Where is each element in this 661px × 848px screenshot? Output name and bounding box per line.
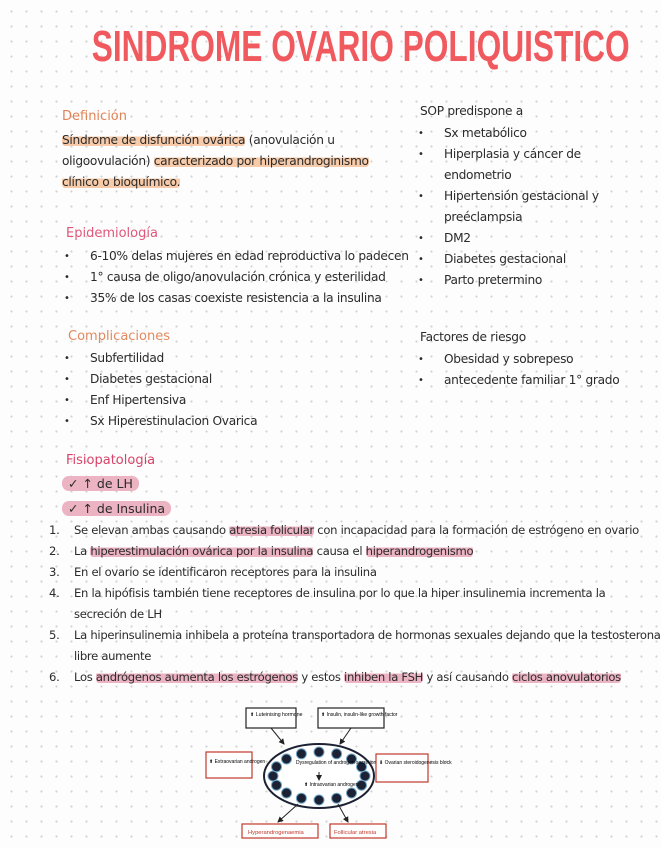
ovarian-block-label: ⬇ Ovarian steroidogenesis block: [379, 760, 452, 766]
list-item: [416, 144, 599, 186]
list-item: • antecedente familiar 1° grado: [416, 370, 619, 391]
definicion-text: [62, 130, 369, 193]
sop-heading: SOP predispone a: [420, 104, 523, 118]
follicle: [332, 793, 342, 803]
step-highlight: atresia folicular: [229, 523, 314, 537]
follicle: [272, 762, 282, 772]
step-text-cont: secreción de LH: [74, 607, 162, 621]
list-item: [416, 270, 599, 291]
list-item: • Sx Hiperestinulacion Ovarica: [62, 411, 257, 432]
step-number: 2.: [49, 544, 60, 558]
step-text-cont: libre aumente: [74, 649, 152, 663]
step-number: 4.: [49, 586, 60, 600]
extraovarian-label: ⬆ Extraovarian androgen: [209, 759, 266, 765]
hyperandrogenaemia-label: Hyperandrogenaemia: [248, 830, 304, 836]
list-item-text-cont: preéclampsia: [444, 210, 523, 224]
list-item: • 6-10% delas mujeres en edad reproductiva lo padecen: [62, 246, 409, 267]
figure-svg: [198, 704, 452, 844]
follicle: [332, 749, 342, 759]
step-text: Los: [74, 670, 96, 684]
list-item: • Enf Hipertensiva: [62, 390, 257, 411]
definicion-heading: Definición: [62, 109, 127, 124]
follicle: [282, 754, 292, 764]
step-number: 3.: [49, 565, 60, 579]
follicle: [347, 788, 357, 798]
step-number: 6.: [49, 670, 60, 684]
lh-label: ⬆ Luteinising hormone: [250, 712, 303, 718]
step-item: [49, 583, 639, 625]
step-text: En la hipófisis también tiene receptores de insulina por lo que la hiper insulinemia incrementa la: [74, 586, 606, 600]
list-item: [416, 228, 599, 249]
step-text: y estos: [297, 670, 345, 684]
step-highlight: inhiben la FSH: [344, 670, 424, 684]
arrow-insulin: [340, 728, 351, 744]
definicion-line-1b: (anovulación u: [245, 133, 335, 147]
step-text: con incapacidad para la formación de estrógeno en ovario: [313, 523, 639, 537]
list-item-text: Sx metabólico: [444, 126, 527, 140]
sop-list: [416, 123, 599, 291]
check-insulina-label: ✓ ↑ de Insulina: [62, 501, 171, 516]
step-text: La: [74, 544, 91, 558]
list-item-text: Parto pretermino: [444, 273, 543, 287]
list-item: • 35% de los casas coexiste resistencia a la insulina: [62, 288, 409, 309]
list-item: [416, 186, 599, 228]
definicion-line-1a: Síndrome de disfunción ovárica: [62, 133, 246, 147]
step-highlight: ciclos anovulatorios: [512, 670, 621, 684]
step-number: 1.: [49, 523, 60, 537]
follicle: [360, 771, 370, 781]
pathophysiology-figure: [198, 704, 452, 844]
definicion-line-2a: oligoovulación): [62, 154, 154, 168]
extraovarian-box: [206, 752, 252, 778]
step-text: En el ovario se identificaron receptores para la insulina: [74, 565, 377, 579]
follicle: [282, 788, 292, 798]
ovarian-block-box: [376, 754, 428, 782]
step-item: [49, 520, 639, 541]
step-highlight: hiperandrogenismo: [365, 544, 474, 558]
step-number: 5.: [49, 628, 60, 642]
step-text: La hiperinsulinemia inhibela a proteína transportadora de hormonas sexuales dejando que la testosterona: [74, 628, 661, 642]
lh-box: [246, 708, 296, 728]
factores-list: [416, 349, 619, 391]
factores-heading: Factores de riesgo: [420, 330, 526, 344]
page-title: SINDROME OVARIO POLIQUISTICO: [91, 22, 630, 71]
epidemiologia-list: [62, 246, 409, 309]
list-item-text: Hipertensión gestacional y: [444, 189, 599, 203]
fisiopatologia-steps: [49, 520, 661, 688]
complicaciones-list: [62, 348, 257, 432]
arrow-lh: [271, 728, 284, 744]
list-item: • Subfertilidad: [62, 348, 257, 369]
epidemiologia-heading: Epidemiología: [66, 226, 158, 241]
follicle: [314, 747, 324, 757]
follicular-atresia-label: Follicular atresia: [334, 830, 377, 836]
list-item: [416, 249, 599, 270]
list-item-text: Diabetes gestacional: [444, 252, 566, 266]
fisiopatologia-heading: Fisiopatología: [66, 453, 156, 468]
definicion-line-3: clínico o bioquímico.: [62, 175, 181, 189]
check-lh: [62, 473, 139, 494]
step-item: [49, 541, 639, 562]
step-item: [49, 625, 661, 667]
step-text: Se elevan ambas causando: [74, 523, 230, 537]
check-insulina: [62, 498, 171, 519]
definicion-line-2b: caracterizado por hiperandroginismo: [153, 154, 369, 168]
step-item: [49, 562, 639, 583]
check-lh-label: ✓ ↑ de LH: [62, 476, 139, 491]
intraovarian-label: ⬆ Intraovarian androgen: [304, 782, 359, 788]
follicle: [296, 749, 306, 759]
list-item-text-cont: endometrio: [444, 168, 512, 182]
follicle: [314, 795, 324, 805]
follicle: [272, 780, 282, 790]
dysregulation-label: Dysregulation of androgen secretion: [296, 760, 377, 766]
list-item: • Obesidad y sobrepeso: [416, 349, 619, 370]
insulin-label: ⬆ Insulin, insulin-like growth factor: [321, 712, 398, 718]
list-item: [416, 123, 599, 144]
list-item-text: Hiperplasia y cáncer de: [444, 147, 581, 161]
step-text: causa el: [313, 544, 366, 558]
follicle: [296, 793, 306, 803]
follicle: [268, 771, 278, 781]
step-item: [49, 667, 639, 688]
list-item: • 1° causa de oligo/anovulación crónica y esterilidad: [62, 267, 409, 288]
arrow-atresia: [338, 804, 348, 822]
list-item: • Diabetes gestacional: [62, 369, 257, 390]
complicaciones-heading: Complicaciones: [68, 329, 171, 344]
step-highlight: hiperestimulación ovárica por la insulina: [90, 544, 314, 558]
list-item-text: DM2: [444, 231, 471, 245]
insulin-box: [318, 708, 384, 728]
arrow-hyper: [278, 804, 298, 822]
step-highlight: andrógenos aumenta los estrógenos: [95, 670, 298, 684]
step-text: y así causando: [423, 670, 513, 684]
